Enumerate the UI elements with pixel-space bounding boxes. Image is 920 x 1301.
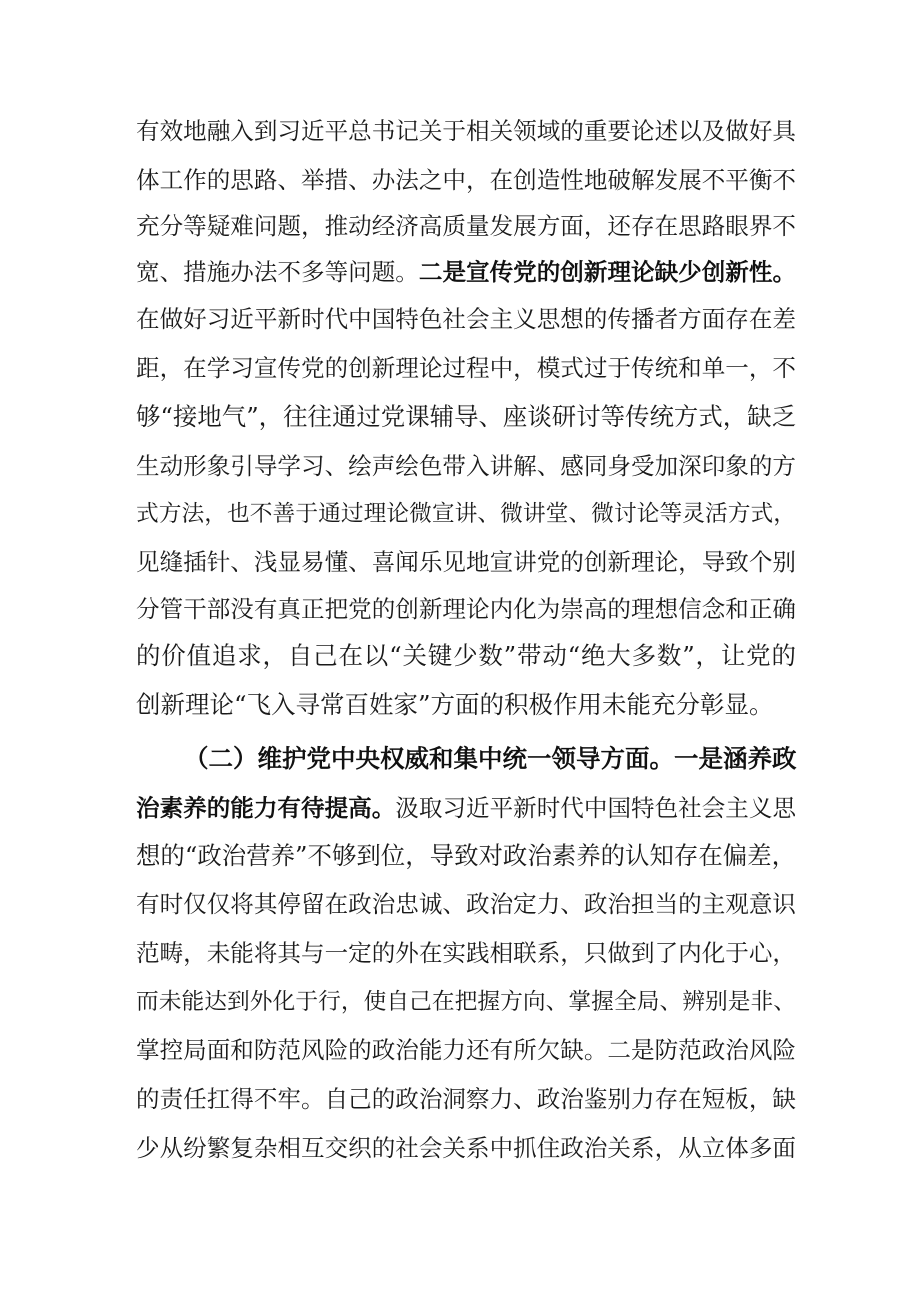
text-line [136,783,796,833]
text-line [136,441,796,491]
text-line [136,247,796,297]
text-run: 生动形象引导学习、绘声绘色带入讲解、感同身受加深印象的方 [136,452,796,480]
text-run: 的责任扛得不牢。自己的政治洞察力、政治鉴别力存在短板，缺 [136,1085,796,1113]
text-line [136,584,796,634]
text-line [136,831,796,881]
text-line [136,879,796,929]
text-run: 而未能达到外化于行，使自己在把握方向、掌握全局、辨别是非、 [136,989,796,1015]
text-line [184,734,796,784]
text-line [136,631,796,681]
bold-heading-run: 治素养的能力有待提高。 [136,794,396,822]
text-run: 体工作的思路、举措、办法之中，在创造性地破解发展不平衡不 [136,166,796,194]
text-line [136,106,796,156]
text-line [136,680,796,730]
text-run: 有效地融入到习近平总书记关于相关领域的重要论述以及做好具 [136,117,796,145]
text-line [136,1074,796,1124]
text-run: 式方法，也不善于通过理论微宣讲、微讲堂、微讨论等灵活方式， [136,501,796,527]
text-line [136,928,796,978]
text-run: 够“接地气”，往往通过党课辅导、座谈研讨等传统方式，缺乏 [136,402,796,431]
text-run: 想的“政治营养”不够到位，导致对政治素养的认知存在偏差， [136,841,796,870]
text-run: 距，在学习宣传党的创新理论过程中，模式过于传统和单一，不 [136,354,796,382]
text-line [136,201,796,251]
text-run: 见缝插针、浅显易懂、喜闻乐见地宣讲党的创新理论，导致个别 [136,548,796,576]
text-run: 有时仅仅将其停留在政治忠诚、政治定力、政治担当的主观意识 [136,890,796,918]
text-line [136,155,796,205]
text-line [136,392,796,442]
text-run: 掌控局面和防范风险的政治能力还有所欠缺。二是防范政治风险 [136,1036,796,1064]
text-run: 汲取习近平新时代中国特色社会主义思 [395,794,797,822]
text-line [136,977,796,1027]
bold-heading-run: 二是宣传党的创新理论缺少创新性。 [418,258,797,286]
text-run: 少从纷繁复杂相互交织的社会关系中抓住政治关系，从立体多面 [136,1134,796,1162]
text-line [136,537,796,587]
text-line [136,489,796,539]
text-line [136,1025,796,1075]
text-run: 分管干部没有真正把党的创新理论内化为崇高的理想信念和正确 [136,595,796,623]
text-line [136,294,796,344]
text-run: 创新理论“飞入寻常百姓家”方面的积极作用未能充分彰显。 [136,690,774,719]
text-run: 充分等疑难问题，推动经济高质量发展方面，还存在思路眼界不 [136,212,796,240]
text-run: 宽、措施办法不多等问题。 [136,258,419,286]
text-line [136,343,796,393]
section-heading: （二）维护党中央权威和集中统一领导方面。一是涵养政 [184,744,797,773]
text-run: 在做好习近平新时代中国特色社会主义思想的传播者方面存在差 [136,305,796,333]
text-run: 的价值追求，自己在以“关键少数”带动“绝大多数”，让党的 [136,641,796,670]
text-run: 范畴，未能将其与一定的外在实践相联系，只做到了内化于心， [136,939,796,967]
text-line [136,1123,796,1173]
